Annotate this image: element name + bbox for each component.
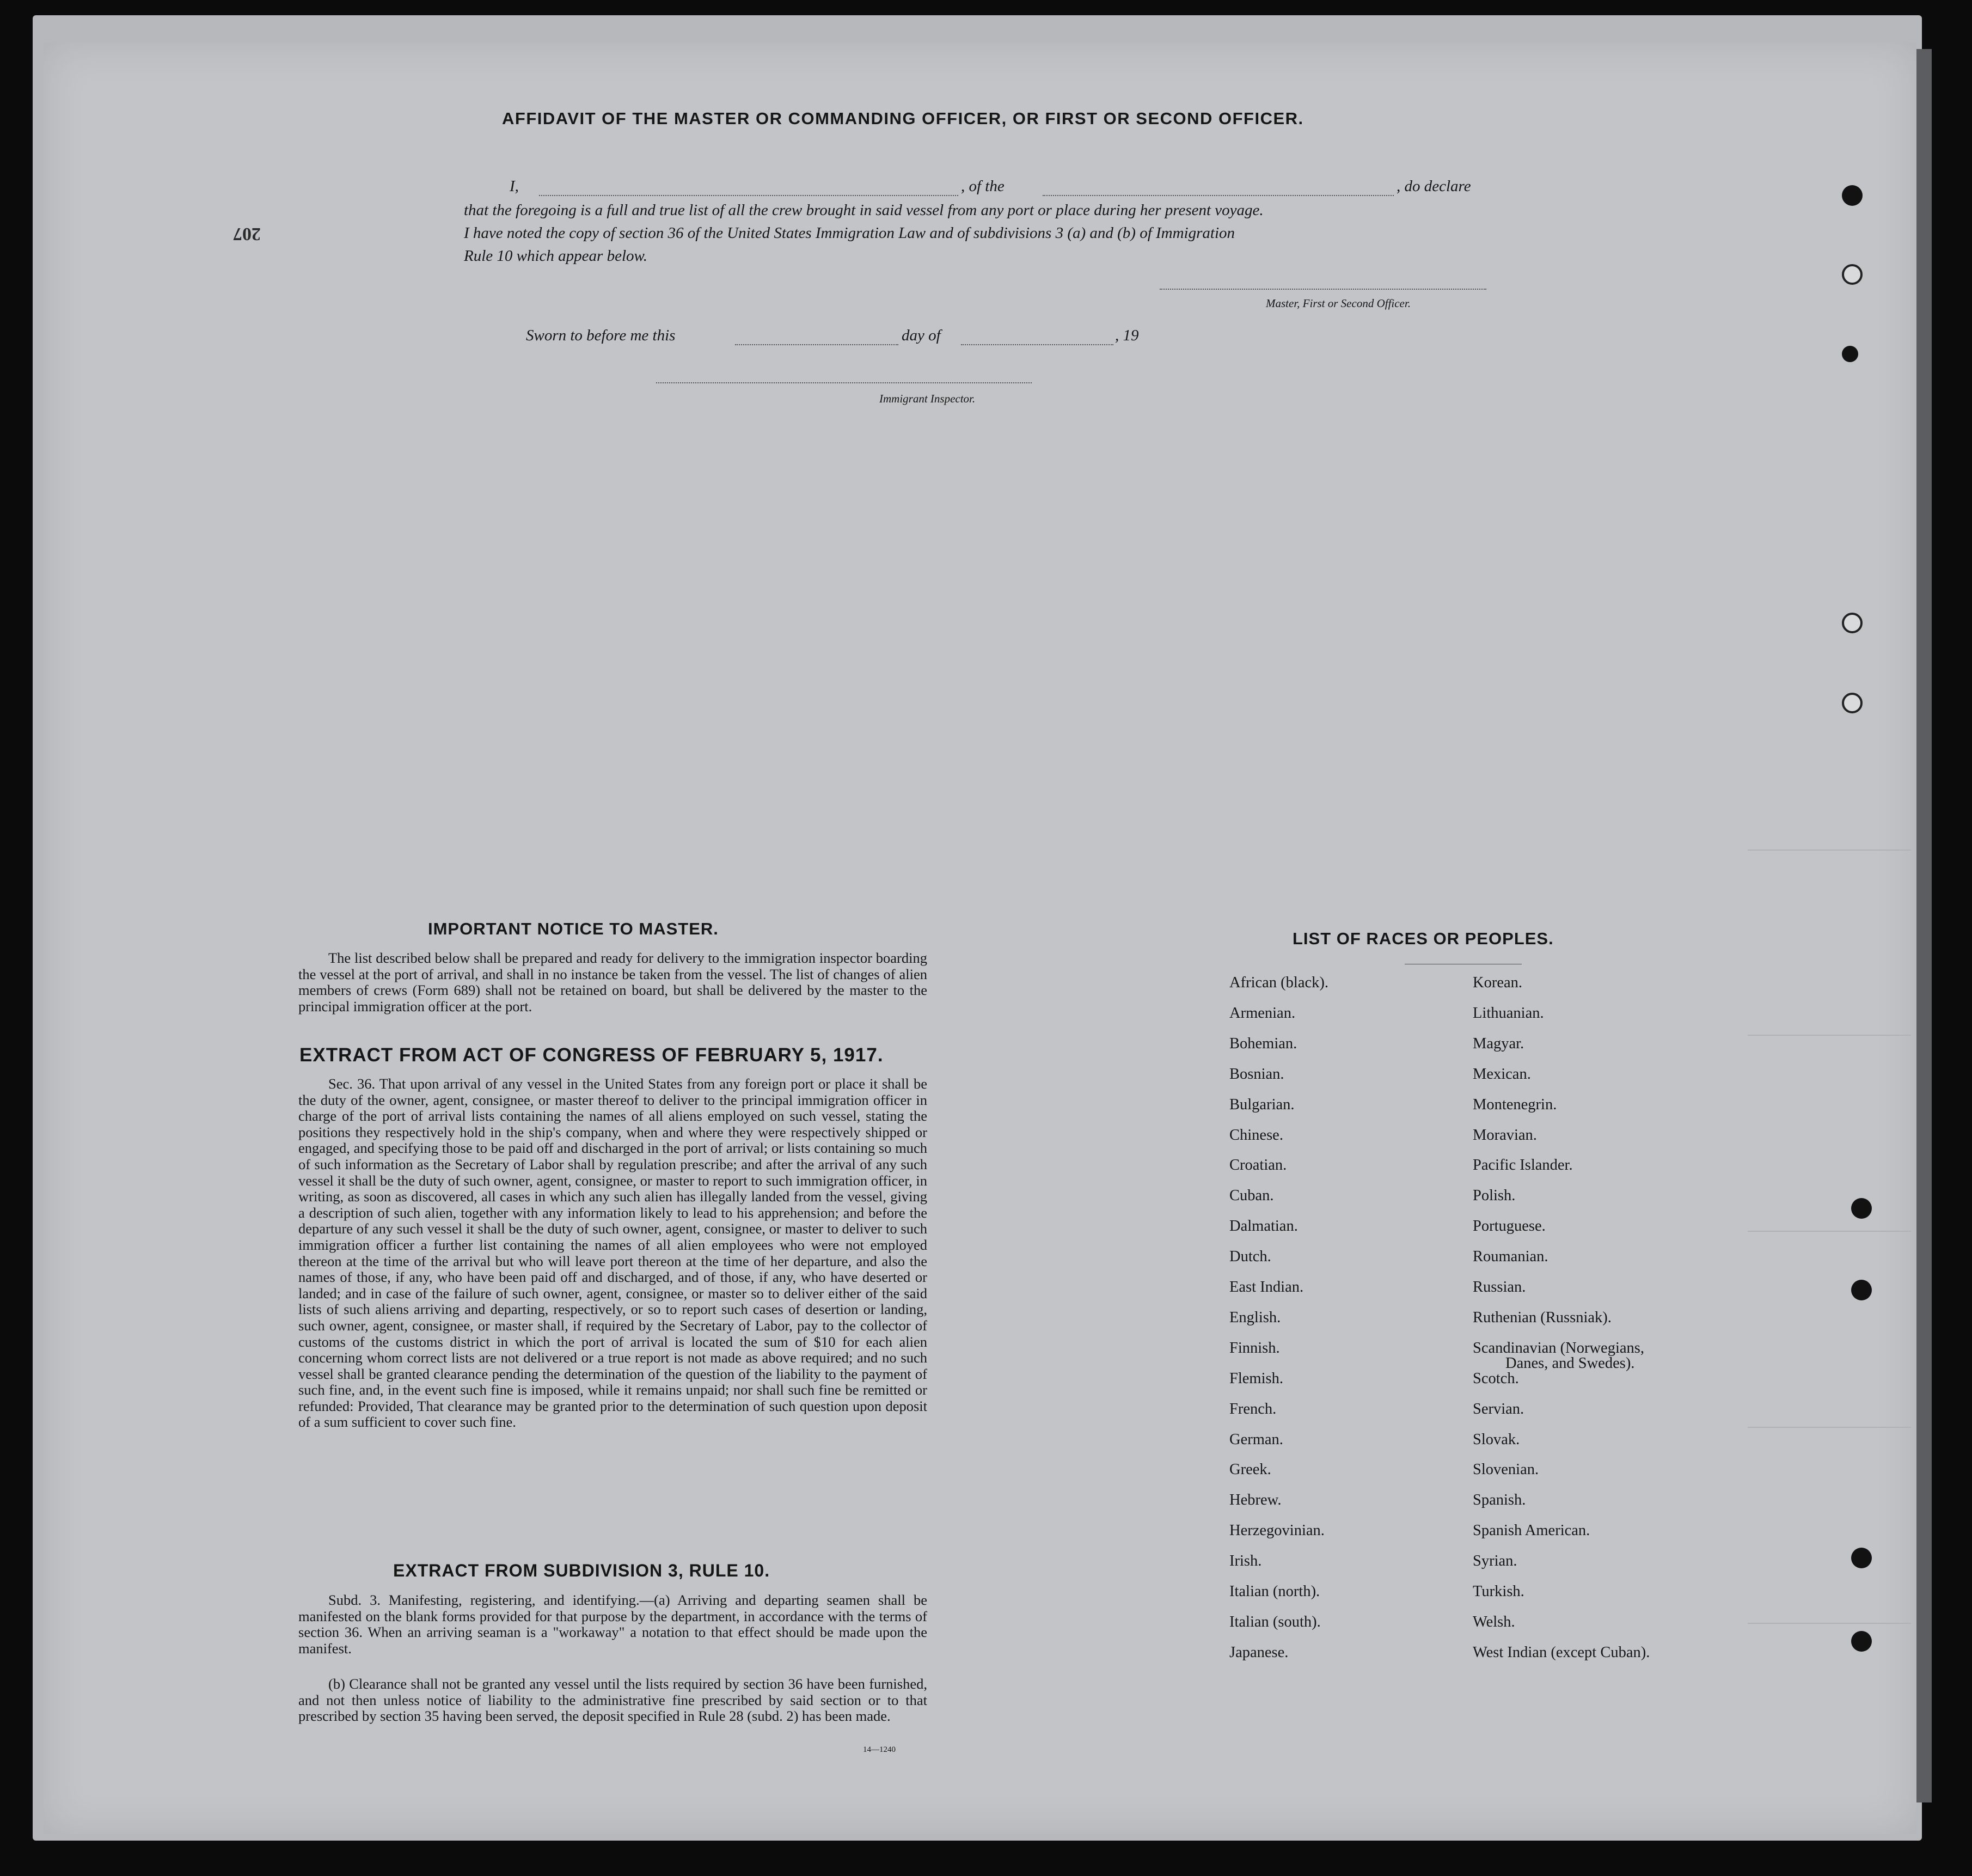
races-title: LIST OF RACES OR PEOPLES.: [1293, 929, 1554, 948]
binder-hole-icon: [1851, 1631, 1872, 1652]
race-item: Chinese.: [1229, 1126, 1283, 1144]
binder-hole-icon: [1851, 1548, 1872, 1568]
race-item: Montenegrin.: [1473, 1096, 1557, 1113]
race-item: Servian.: [1473, 1400, 1524, 1417]
race-item: Spanish.: [1473, 1492, 1526, 1509]
race-item: Portuguese.: [1473, 1218, 1546, 1235]
race-item: Scandinavian (Norwegians,: [1473, 1339, 1644, 1356]
faint-ruled-line: [1748, 1623, 1911, 1624]
affidavit-i-label: I,: [510, 178, 519, 195]
race-item: Syrian.: [1473, 1553, 1517, 1570]
race-item: Moravian.: [1473, 1126, 1537, 1144]
race-item: Turkish.: [1473, 1583, 1524, 1600]
affidavit-line-2: that the foregoing is a full and true list of all the crew brought in said vessel from any port or place during her present voyage.: [464, 201, 1264, 219]
act-title: EXTRACT FROM ACT OF CONGRESS OF FEBRUARY 5, 1917.: [299, 1044, 884, 1066]
race-item: Pacific Islander.: [1473, 1157, 1573, 1174]
race-item: Cuban.: [1229, 1187, 1274, 1205]
binding-strip: [1916, 49, 1932, 1802]
race-item: Italian (north).: [1229, 1583, 1320, 1600]
race-item: Japanese.: [1229, 1643, 1289, 1661]
race-item: Spanish American.: [1473, 1522, 1590, 1539]
race-item: Hebrew.: [1229, 1492, 1282, 1509]
race-item: Dutch.: [1229, 1248, 1271, 1266]
stamp-number: 207: [233, 224, 261, 244]
race-item: Flemish.: [1229, 1370, 1283, 1387]
race-item: Mexican.: [1473, 1065, 1531, 1083]
race-item: Armenian.: [1229, 1004, 1296, 1022]
race-item: Bohemian.: [1229, 1035, 1297, 1052]
race-item: Roumanian.: [1473, 1248, 1548, 1266]
race-item: Slovak.: [1473, 1431, 1520, 1448]
faint-ruled-line: [1748, 1427, 1911, 1428]
manifest-page: [44, 42, 1916, 1834]
race-item: African (black).: [1229, 974, 1328, 991]
race-item: West Indian (except Cuban).: [1473, 1643, 1650, 1661]
race-item: English.: [1229, 1309, 1281, 1326]
rule-subdivision-b-text: (b) Clearance shall not be granted any vessel until the lists required by section 36 have been furnished, and not then unless notice of liability to the administrative fine prescribed by said section or to that prescribed by section 35 having been served, the deposit specified in Rule 28 (subd. 2) has been made.: [298, 1676, 927, 1725]
race-item: Ruthenian (Russniak).: [1473, 1309, 1612, 1326]
race-item: Finnish.: [1229, 1339, 1280, 1356]
sworn-day-blank: [735, 343, 898, 345]
binder-hole-icon: [1842, 693, 1863, 713]
faint-ruled-line: [1748, 1035, 1911, 1036]
form-number: 14—1240: [863, 1745, 896, 1754]
race-item: Magyar.: [1473, 1035, 1524, 1052]
sworn-year-label: , 19: [1115, 327, 1139, 344]
race-item: Italian (south).: [1229, 1613, 1321, 1630]
act-section-36-text: Sec. 36. That upon arrival of any vessel in the United States from any foreign port or place it shall be the duty of the owner, agent, consignee, or master thereof to deliver to the principal immigration officer in charge of the port of arrival lists containing the names of all aliens employed on such vessel, stating the positions they respectively hold in the ship's company, when and where they were respectively shipped or engaged, and specifying those to be paid off and discharged in the port of arrival; or lists containing so much of such information as the Secretary of Labor shall by regulation prescribe; and after the arrival of any such vessel it shall be the duty of such owner, agent, consignee, or master to report to such immigration officer, in writing, as soon as discovered, all cases in which any such alien has illegally landed from the vessel, giving a description of such alien, together with any information likely to lead to his apprehension; and before the departure of any such vessel it shall be the duty of such owner, agent, consignee, or master to deliver to such immigration officer a further list containing the names of all alien employees who were not employed thereon at the time of the arrival but who will leave port thereon at the time of her departure, and also the names of those, if any, who have been paid off and discharged, and of those, if any, who have deserted or landed; and in case of the failure of such owner, agent, consignee, or master so to deliver either of the said lists of such aliens arriving and departing, respectively, or so to report such cases of desertion or landing, such owner, agent, consignee, or master shall, if required by the Secretary of Labor, pay to the collector of customs of the customs district in which the port of arrival is located the sum of $10 for each alien concerning whom correct lists are not delivered or a true report is not made as above required; and no such vessel shall be granted clearance pending the determination of the question of the liability to the payment of such fine, and, in the event such fine is imposed, while it remains unpaid; nor shall such fine be remitted or refunded: Provided, That clearance may be granted prior to the determination of such question upon deposit of a sum sufficient to cover such fine.: [298, 1076, 927, 1431]
faint-ruled-line: [1748, 850, 1911, 851]
master-signature-blank: [1160, 288, 1486, 290]
sworn-month-blank: [961, 343, 1113, 345]
master-signature-label: Master, First or Second Officer.: [1266, 297, 1411, 310]
faint-ruled-line: [1748, 1231, 1911, 1232]
race-item: Dalmatian.: [1229, 1218, 1298, 1235]
notice-title: IMPORTANT NOTICE TO MASTER.: [428, 919, 719, 938]
binder-hole-icon: [1842, 264, 1863, 285]
race-item: Slovenian.: [1473, 1461, 1539, 1478]
inspector-label: Immigrant Inspector.: [879, 392, 976, 405]
notice-text: The list described below shall be prepared and ready for delivery to the immigration inspector boarding the vessel at the port of arrival, and shall in no instance be taken from the vessel. The list of changes of alien members of crews (Form 689) shall not be retained on board, but shall be delivered by the master to the principal immigration officer at the port.: [298, 950, 927, 1015]
race-item: Scotch.: [1473, 1370, 1519, 1387]
binder-hole-icon: [1842, 185, 1863, 206]
sworn-label: Sworn to before me this: [526, 327, 676, 344]
race-item: Polish.: [1473, 1187, 1516, 1205]
affidavit-declare-label: , do declare: [1397, 178, 1471, 195]
race-item: Korean.: [1473, 974, 1522, 991]
rule-title: EXTRACT FROM SUBDIVISION 3, RULE 10.: [393, 1561, 770, 1580]
race-item: Greek.: [1229, 1461, 1271, 1478]
vessel-name-blank: [1043, 194, 1394, 196]
race-item: Irish.: [1229, 1553, 1262, 1570]
sworn-day-of-label: day of: [902, 327, 941, 344]
affidavit-of-the-label: , of the: [961, 178, 1005, 195]
race-item: East Indian.: [1229, 1279, 1304, 1296]
race-item: Danes, and Swedes).: [1505, 1354, 1635, 1372]
race-item: Welsh.: [1473, 1613, 1515, 1630]
races-title-rule: [1405, 963, 1522, 964]
rule-subdivision-a-text: Subd. 3. Manifesting, registering, and identifying.—(a) Arriving and departing seamen shall be manifested on the blank forms provided for that purpose by the department, in accordance with the terms of section 36. When an arriving seaman is a "workaway" a notation to that effect should be made upon the manifest.: [298, 1592, 927, 1657]
binder-hole-icon: [1851, 1198, 1872, 1219]
race-item: French.: [1229, 1400, 1277, 1417]
affidavit-line-4: Rule 10 which appear below.: [464, 247, 647, 265]
master-name-blank: [539, 194, 958, 196]
binder-hole-icon: [1842, 346, 1858, 362]
race-item: Bosnian.: [1229, 1065, 1284, 1083]
race-item: Lithuanian.: [1473, 1004, 1544, 1022]
inspector-signature-blank: [656, 381, 1032, 383]
affidavit-title: AFFIDAVIT OF THE MASTER OR COMMANDING OFFICER, OR FIRST OR SECOND OFFICER.: [502, 109, 1304, 128]
race-item: German.: [1229, 1431, 1283, 1448]
binder-hole-icon: [1851, 1280, 1872, 1300]
race-item: Russian.: [1473, 1279, 1526, 1296]
affidavit-line-3: I have noted the copy of section 36 of the United States Immigration Law and of subdivisions 3 (a) and (b) of Immigration: [464, 224, 1235, 242]
binder-hole-icon: [1842, 613, 1863, 633]
race-item: Herzegovinian.: [1229, 1522, 1325, 1539]
race-item: Bulgarian.: [1229, 1096, 1295, 1113]
race-item: Croatian.: [1229, 1157, 1287, 1174]
